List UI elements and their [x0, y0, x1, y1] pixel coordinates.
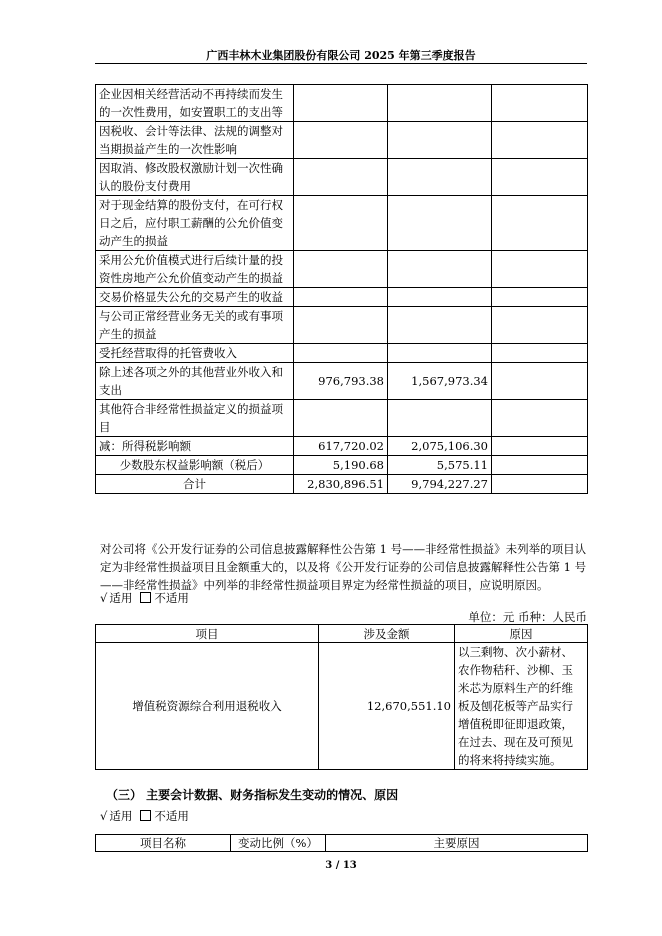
- cell-note: [492, 344, 588, 363]
- not-applicable-label: 不适用: [154, 809, 189, 823]
- not-applicable-label: 不适用: [154, 591, 189, 605]
- cell-note: [492, 288, 588, 307]
- column-header: 变动比例（%）: [231, 835, 326, 852]
- table-row: [96, 344, 588, 363]
- column-header: 主要原因: [326, 835, 588, 852]
- cell-value: [294, 288, 388, 307]
- table-row: [96, 363, 588, 400]
- cell-value: [294, 159, 388, 196]
- table-row: [96, 251, 588, 288]
- change-reasons-table: [95, 834, 588, 852]
- cell-value: 9,794,227.27: [388, 475, 492, 494]
- applicable-label: 适用: [109, 591, 133, 605]
- table-row: [96, 643, 588, 770]
- checkbox-empty-icon: [140, 810, 151, 821]
- table-header-row: [96, 625, 588, 643]
- cell-note: [492, 475, 588, 494]
- applicable-label: 适用: [109, 809, 133, 823]
- cell-note: [492, 85, 588, 122]
- header-divider: [95, 63, 587, 64]
- cell-value: 1,567,973.34: [388, 363, 492, 400]
- cell-value: [388, 288, 492, 307]
- cell-value: [388, 159, 492, 196]
- row-label: 交易价格显失公允的交易产生的收益: [96, 288, 294, 307]
- page-number: 3 / 13: [325, 860, 357, 871]
- applicability-line: [100, 808, 189, 824]
- cell-note: [492, 400, 588, 437]
- cell-value: 617,720.02: [294, 437, 388, 456]
- column-header: 涉及金额: [319, 625, 455, 643]
- item-name: 增值税资源综合利用退税收入: [96, 643, 319, 770]
- row-label: 企业因相关经营活动不再持续而发生的一次性费用，如安置职工的支出等: [96, 85, 294, 122]
- applicability-line: [100, 590, 189, 606]
- column-header: 项目名称: [96, 835, 231, 852]
- cell-value: [294, 251, 388, 288]
- non-recurring-items-table: [95, 84, 588, 494]
- reason: 以三剩物、次小薪材、农作物秸秆、沙柳、玉米芯为原料生产的纤维板及刨花板等产品实行增值税即征即退政策，在过去、现在及可预见的将来将持续实施。: [455, 643, 588, 770]
- row-label: 采用公允价值模式进行后续计量的投资性房地产公允价值变动产生的损益: [96, 251, 294, 288]
- cell-note: [492, 363, 588, 400]
- disclosure-note: 对公司将《公开发行证券的公司信息披露解释性公告第 1 号——非经常性损益》未列举的项目认定为非经常性损益项目且金额重大的，以及将《公开发行证券的公司信息披露解释性公告第 1 号——非经常性损益》中列举的非经常性损益项目界定为经常性损益的项目，应说明原因。: [100, 542, 587, 592]
- report-header-title: 广西丰林木业集团股份有限公司 2025 年第三季度报告: [206, 49, 476, 62]
- currency-unit-label: 单位：元 币种：人民币: [468, 610, 587, 624]
- table-row: [96, 122, 588, 159]
- cell-value: [294, 85, 388, 122]
- cell-value: [294, 122, 388, 159]
- checkmark-icon: √: [100, 809, 108, 823]
- column-header: 项目: [96, 625, 319, 643]
- cell-value: [294, 196, 388, 251]
- row-label: 受托经营取得的托管费收入: [96, 344, 294, 363]
- cell-note: [492, 307, 588, 344]
- cell-value: 976,793.38: [294, 363, 388, 400]
- cell-value: 5,575.11: [388, 456, 492, 475]
- table-header-row: [96, 835, 588, 852]
- cell-value: [388, 307, 492, 344]
- cell-value: [388, 251, 492, 288]
- section-heading: （三） 主要会计数据、财务指标发生变动的情况、原因: [106, 788, 399, 802]
- cell-value: [388, 122, 492, 159]
- row-label: 合计: [96, 475, 294, 494]
- cell-note: [492, 456, 588, 475]
- column-header: 原因: [455, 625, 588, 643]
- checkmark-icon: √: [100, 591, 108, 605]
- cell-value: [294, 344, 388, 363]
- table-row: [96, 288, 588, 307]
- row-label: 因取消、修改股权激励计划一次性确认的股份支付费用: [96, 159, 294, 196]
- cell-note: [492, 251, 588, 288]
- cell-value: 2,830,896.51: [294, 475, 388, 494]
- table-row: [96, 307, 588, 344]
- table-row: [96, 85, 588, 122]
- row-label: 因税收、会计等法律、法规的调整对当期损益产生的一次性影响: [96, 122, 294, 159]
- row-label: 其他符合非经常性损益定义的损益项目: [96, 400, 294, 437]
- table-row: [96, 400, 588, 437]
- row-label: 除上述各项之外的其他营业外收入和支出: [96, 363, 294, 400]
- cell-note: [492, 159, 588, 196]
- cell-value: [294, 307, 388, 344]
- cell-value: [294, 400, 388, 437]
- cell-note: [492, 437, 588, 456]
- row-label: 减：所得税影响额: [96, 437, 294, 456]
- table-row: [96, 437, 588, 456]
- table-row: [96, 159, 588, 196]
- cell-value: 5,190.68: [294, 456, 388, 475]
- cell-value: 2,075,106.30: [388, 437, 492, 456]
- row-label: 少数股东权益影响额（税后）: [96, 456, 294, 475]
- checkbox-empty-icon: [140, 592, 151, 603]
- row-label: 对于现金结算的股份支付，在可行权日之后，应付职工薪酬的公允价值变动产生的损益: [96, 196, 294, 251]
- table-row: [96, 475, 588, 494]
- cell-note: [492, 196, 588, 251]
- cell-value: [388, 85, 492, 122]
- cell-note: [492, 122, 588, 159]
- table-row: [96, 196, 588, 251]
- cell-value: [388, 344, 492, 363]
- amount: 12,670,551.10: [319, 643, 455, 770]
- cell-value: [388, 400, 492, 437]
- row-label: 与公司正常经营业务无关的或有事项产生的损益: [96, 307, 294, 344]
- table-row: [96, 456, 588, 475]
- cell-value: [388, 196, 492, 251]
- reclassified-items-table: [95, 624, 588, 770]
